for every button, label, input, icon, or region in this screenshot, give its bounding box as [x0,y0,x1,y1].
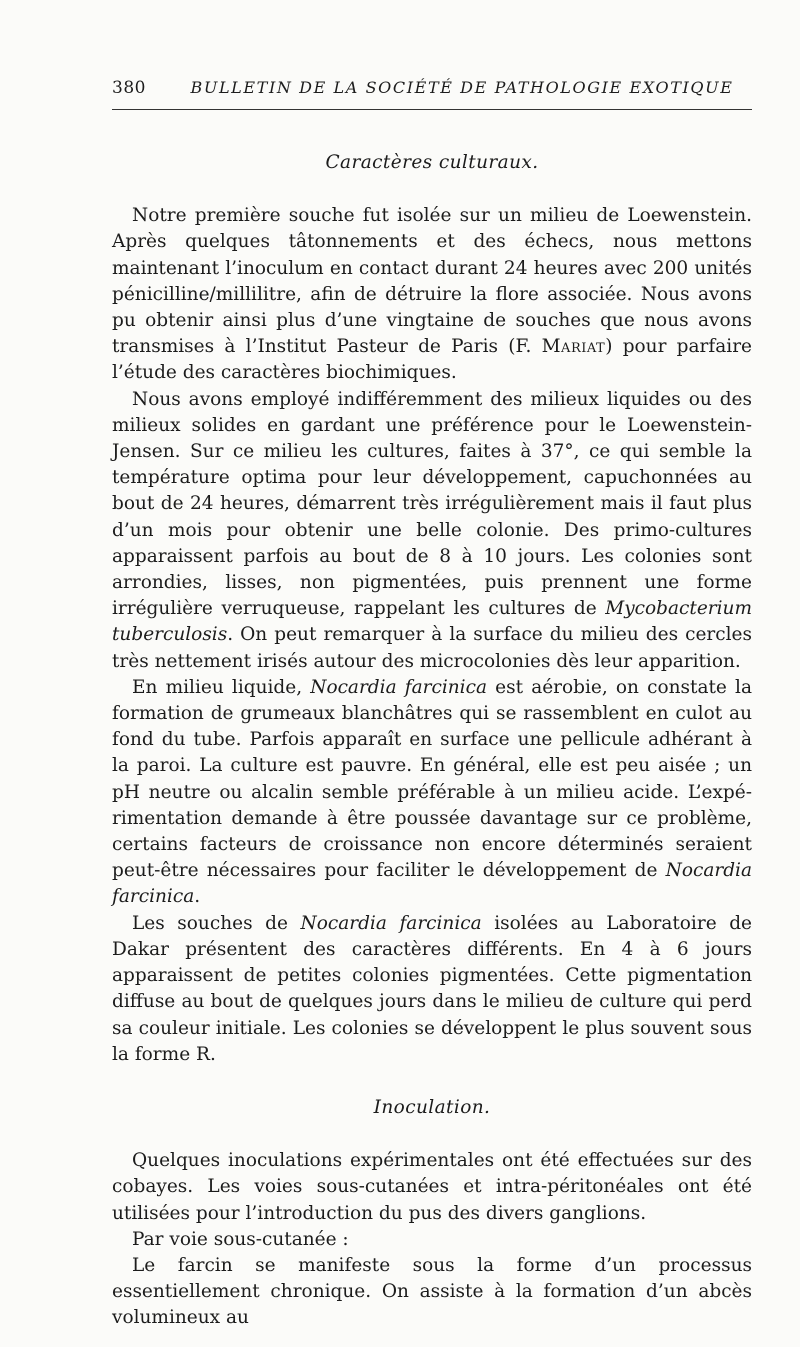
text-run: . On peut remarquer à la surface du milieu des cercles très nettement irisés autour des microcolonies dès leur apparition. [112,624,752,672]
text-run: est aérobie, on constate la formation de grumeaux blanchâtres qui se rassemblent en culot au fond du tube. Parfois apparaît en surface une pellicule adhérant à la paroi. La culture est pauvre. En général, elle est peu aisée ; un pH neutre ou alcalin semble préférable à un milieu acide. L’expérimentation demande à être poussée davantage sur ce problème, certains facteurs de croissance non encore déterminés seraient peut-être nécessaires pour faciliter le développement de [112,676,752,882]
text-run: ) pour parfaire l’étude des caractères biochimiques. [112,336,752,384]
header-rule [112,109,752,110]
paragraph [112,203,752,386]
paragraph [112,675,752,911]
species-name: Mycobacterium tuberculosis [112,598,752,646]
page-number: 380 [112,78,146,98]
paragraph [112,911,752,1068]
author-name: Mariat [541,336,606,358]
text-run: . [194,886,201,908]
paragraph: Quelques inoculations expérimentales ont été effectuées sur des cobayes. Les voies sous-cutanées et intra-péritonéales ont été utilisées pour l’introduction du pus des divers ganglions. [112,1150,752,1224]
running-title: BULLETIN DE LA SOCIÉTÉ DE PATHOLOGIE EXOTIQUE [190,78,734,97]
page-header [112,78,752,102]
text-run: Notre première souche fut isolée sur un milieu de Loewenstein. Après quelques tâtonnements et des échecs, nous mettons maintenant l’inoculum en contact durant 24 heures avec 200 unités pénicilline/millilitre, afin de détruire la flore associée. Nous avons pu obtenir ainsi plus d’une vingtaine de souches que nous avons transmises à l’Institut Pasteur de Paris (F. [112,205,752,358]
species-name: Nocardia farcinica [310,676,487,698]
text-run: Nous avons employé indifféremment des milieux liquides ou des milieux solides en gardant une préférence pour le Loewenstein-Jensen. Sur ce milieu les cultures, faites à 37°, ce qui semble la température optima pour leur développement, capuchonnées au bout de 24 heures, démarrent très irrégulièrement mais il faut plus d’un mois pour obtenir une belle colonie. Des primo-cultures apparaissent parfois au bout de 8 à 10 jours. Les colonies sont arrondies, lisses, non pigmentées, puis prennent une forme irrégulière verruqueuse, rappelant les cultures de [112,388,752,620]
text-run: En milieu liquide, [132,676,311,698]
paragraph [112,387,752,675]
species-name: Nocardia farcinica [300,912,482,934]
paragraph: Par voie sous-cutanée : [132,1228,349,1250]
section-heading-cultural: Caractères culturaux. [325,152,539,173]
article-body [112,150,752,1332]
paragraph: Le farcin se manifeste sous la forme d’un processus essentiellement chronique. On assiste à la formation d’un abcès volumineux au [112,1254,752,1329]
text-run: Les souches de [132,912,301,934]
species-name: Nocardia farcinica [112,860,752,908]
text-run: isolées au Laboratoire de Dakar présentent des caractères différents. En 4 à 6 jours apparaissent de petites colonies pigmentées. Cette pigmentation diffuse au bout de quelques jours dans le milieu de culture qui perd sa couleur initiale. Les colonies se développent le plus souvent sous la forme R. [112,912,753,1065]
section-heading-inoculation: Inoculation. [373,1096,491,1118]
